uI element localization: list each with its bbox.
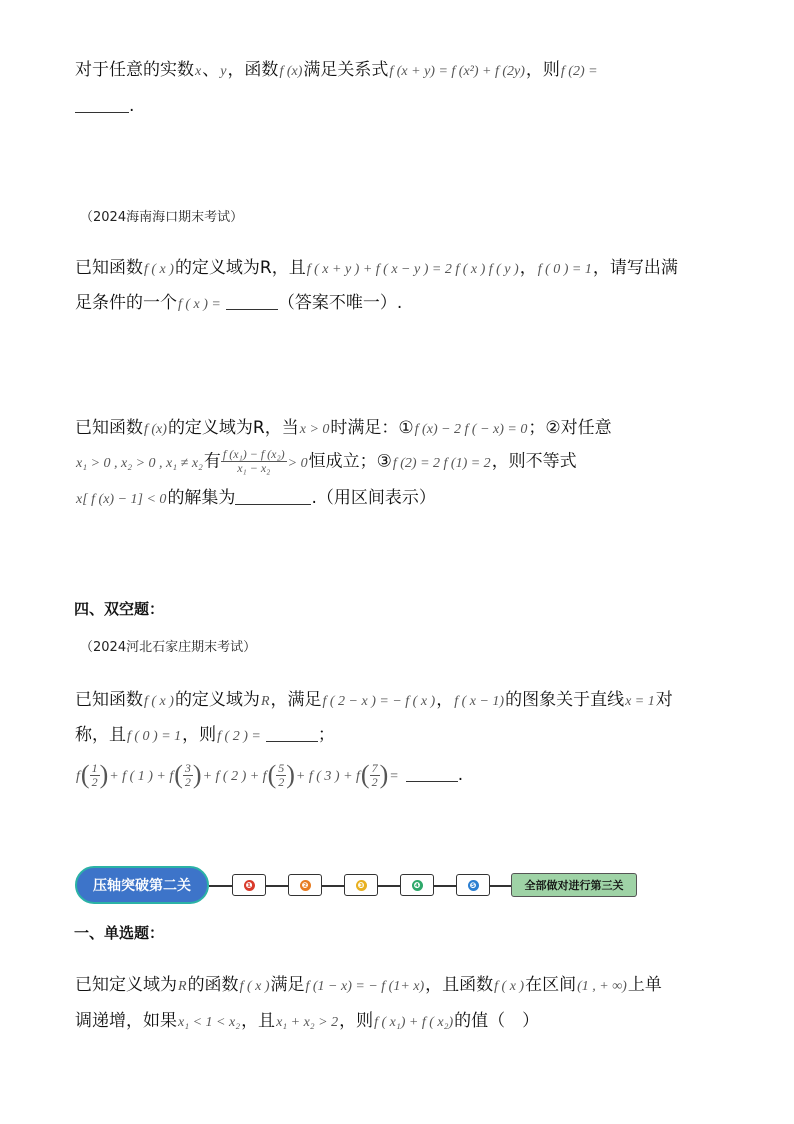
text: 有 xyxy=(203,451,221,472)
text: 、 xyxy=(202,60,220,80)
answer-blank[interactable] xyxy=(406,765,458,782)
problem-2-line-2 xyxy=(75,291,402,317)
text: 的函数 xyxy=(187,975,239,995)
text: 足条件的一个 xyxy=(75,293,177,313)
step-box-5[interactable] xyxy=(456,874,490,896)
fraction xyxy=(90,762,100,789)
problem-4-line-3 xyxy=(75,758,463,794)
text: 的值（ ） xyxy=(454,1011,540,1031)
text: 对 xyxy=(655,690,673,710)
math-equation: f (x + y) = f (x²) + f (2y) xyxy=(389,64,525,79)
fraction xyxy=(370,762,380,789)
answer-blank[interactable] xyxy=(266,725,318,742)
text: 已知函数 xyxy=(75,690,143,710)
math-fx: f ( x ) xyxy=(494,979,525,994)
text: 上单 xyxy=(627,975,662,995)
text: 满足 xyxy=(270,975,305,995)
fraction-denominator: 2 xyxy=(184,774,191,789)
math-equation: f (x) − 2 f ( − x) = 0 xyxy=(414,422,528,437)
text: 的解集为 xyxy=(167,488,236,508)
math-x: x xyxy=(195,64,202,79)
math-fx-1: f ( x − 1) xyxy=(454,694,505,709)
text: ，则 xyxy=(339,1011,374,1031)
math-term: + f ( 3 ) + f xyxy=(295,769,360,784)
text: 满足关系式 xyxy=(303,60,389,80)
fraction xyxy=(221,448,287,475)
step-number-5: ❺ xyxy=(468,880,479,891)
math-fx: f (x) xyxy=(279,64,303,79)
text: ， xyxy=(519,258,537,278)
math-condition: x₁ < 1 < x₂ xyxy=(178,1015,241,1030)
text: ，则 xyxy=(525,60,560,80)
text: 恒成立；③ xyxy=(308,451,392,472)
fraction xyxy=(183,762,193,789)
fraction-numerator: 7 xyxy=(371,760,378,775)
math-term: + f ( 1 ) + f xyxy=(109,769,174,784)
text: ，则 xyxy=(182,725,217,745)
math-fx: f ( x ) xyxy=(144,694,174,709)
step-number-1: ❶ xyxy=(244,880,255,891)
problem-1-line-1 xyxy=(75,58,599,84)
step-box-1[interactable] xyxy=(232,874,266,896)
math-f2: f ( 2 ) = xyxy=(217,729,261,744)
source-label-1: （2024海南海口期末考试） xyxy=(80,210,244,225)
problem-5-line-1 xyxy=(75,973,662,999)
problem-4-line-2 xyxy=(75,723,335,749)
problem-5-line-2 xyxy=(75,1009,539,1035)
math-condition: x₁ + x₂ > 2 xyxy=(276,1015,339,1030)
text: ，满足 xyxy=(270,690,322,710)
problem-2-line-1 xyxy=(75,256,678,282)
text: ，请写出满 xyxy=(592,258,678,278)
text: ， xyxy=(436,690,454,710)
math-condition: x₁ > 0 , x₂ > 0 , x₁ ≠ x₂ xyxy=(76,455,203,471)
text: ，且函数 xyxy=(425,975,494,995)
paren: ( xyxy=(174,760,183,789)
paren: ) xyxy=(192,760,202,789)
problem-1-line-2 xyxy=(75,94,134,118)
problem-3-line-3 xyxy=(75,486,436,512)
math-f0: f ( 0 ) = 1 xyxy=(127,729,182,744)
fraction-denominator: 2 xyxy=(278,774,285,789)
math-fx: f ( x ) = xyxy=(178,297,221,312)
text: 已知函数 xyxy=(75,258,143,278)
fraction-denominator: x₁ − x₂ xyxy=(237,461,271,475)
problem-3-line-2 xyxy=(75,448,577,476)
text: 称，且 xyxy=(75,725,126,745)
fraction-numerator: 5 xyxy=(278,760,285,775)
text: ； xyxy=(317,725,335,745)
math-f0: f ( 0 ) = 1 xyxy=(537,262,592,277)
next-level-box[interactable]: 全部做对进行第三关 xyxy=(511,873,637,897)
text: . xyxy=(457,765,464,785)
text: 时满足：① xyxy=(330,418,414,438)
text: ，函数 xyxy=(227,60,279,80)
math-fx: f ( x ) xyxy=(144,262,174,277)
section-heading-double-blank: 四、双空题： xyxy=(74,600,165,618)
fraction-numerator: f (x₁) − f (x₂) xyxy=(222,447,285,461)
math-y: y xyxy=(220,64,227,79)
source-label-2: （2024河北石家庄期末考试） xyxy=(80,640,257,655)
text: 对于任意的实数 xyxy=(75,60,194,80)
paren: ) xyxy=(99,760,109,789)
math-fx: f (x) xyxy=(144,422,167,437)
text: . xyxy=(129,96,135,116)
math-equation: f (2) = 2 f (1) = 2 xyxy=(392,455,491,471)
fraction xyxy=(276,762,286,789)
text: 的定义域为 xyxy=(174,690,260,710)
math-equals: = xyxy=(389,769,399,784)
paren: ( xyxy=(360,760,370,789)
math-equation: f ( x + y ) + f ( x − y ) = 2 f ( x ) f ( y ) xyxy=(306,262,519,277)
fraction-numerator: 1 xyxy=(91,760,98,775)
math-inequality: > 0 xyxy=(287,455,308,471)
text: 调递增，如果 xyxy=(75,1011,177,1031)
step-number-4: ❹ xyxy=(412,880,423,891)
math-term: + f ( 2 ) + f xyxy=(202,769,267,784)
math-line: x = 1 xyxy=(625,694,655,709)
math-inequality: x[ f (x) − 1] < 0 xyxy=(76,492,167,507)
section-heading-single-choice: 一、单选题： xyxy=(74,924,165,942)
text: 的图象关于直线 xyxy=(505,690,625,710)
paren: ( xyxy=(80,760,90,789)
problem-4-line-1 xyxy=(75,688,673,714)
answer-blank[interactable] xyxy=(75,96,129,113)
paren: ) xyxy=(286,760,295,789)
math-equation: f ( 2 − x ) = − f ( x ) xyxy=(322,694,436,709)
step-box-3[interactable] xyxy=(344,874,378,896)
text: 已知函数 xyxy=(75,418,143,438)
fraction-numerator: 3 xyxy=(184,760,191,775)
text: 在区间 xyxy=(525,975,577,995)
text: .（用区间表示） xyxy=(311,488,436,508)
math-equation: f (1 − x) = − f (1+ x) xyxy=(305,979,425,994)
math-interval: (1 , + ∞) xyxy=(577,979,627,994)
answer-blank[interactable] xyxy=(235,488,311,505)
fraction-denominator: 2 xyxy=(371,774,378,789)
text: ，且 xyxy=(241,1011,276,1031)
level-title-pill: 压轴突破第二关 xyxy=(75,866,209,904)
fraction-denominator: 2 xyxy=(91,774,98,789)
paren: ( xyxy=(267,760,277,789)
level-progress-banner xyxy=(75,866,640,906)
step-box-4[interactable] xyxy=(400,874,434,896)
text: （答案不唯一）. xyxy=(277,293,403,313)
math-f2: f (2) = xyxy=(560,64,598,79)
math-f: f xyxy=(76,769,80,784)
step-number-2: ❷ xyxy=(300,880,311,891)
math-condition: x > 0 xyxy=(299,422,330,437)
answer-blank[interactable] xyxy=(226,293,278,310)
text: ，则不等式 xyxy=(491,451,577,472)
step-number-3: ❸ xyxy=(356,880,367,891)
math-R: R xyxy=(260,694,270,709)
text: ；②对任意 xyxy=(528,418,612,438)
math-R: R xyxy=(178,979,187,994)
text: 的定义域为R，当 xyxy=(167,418,299,438)
math-fx: f ( x ) xyxy=(239,979,270,994)
text: 的定义域为R，且 xyxy=(174,258,306,278)
text: 已知定义域为 xyxy=(75,975,177,995)
problem-3-line-1 xyxy=(75,416,612,442)
paren: ) xyxy=(379,760,389,789)
math-sum: f ( x₁) + f ( x₂) xyxy=(374,1015,454,1030)
step-box-2[interactable] xyxy=(288,874,322,896)
